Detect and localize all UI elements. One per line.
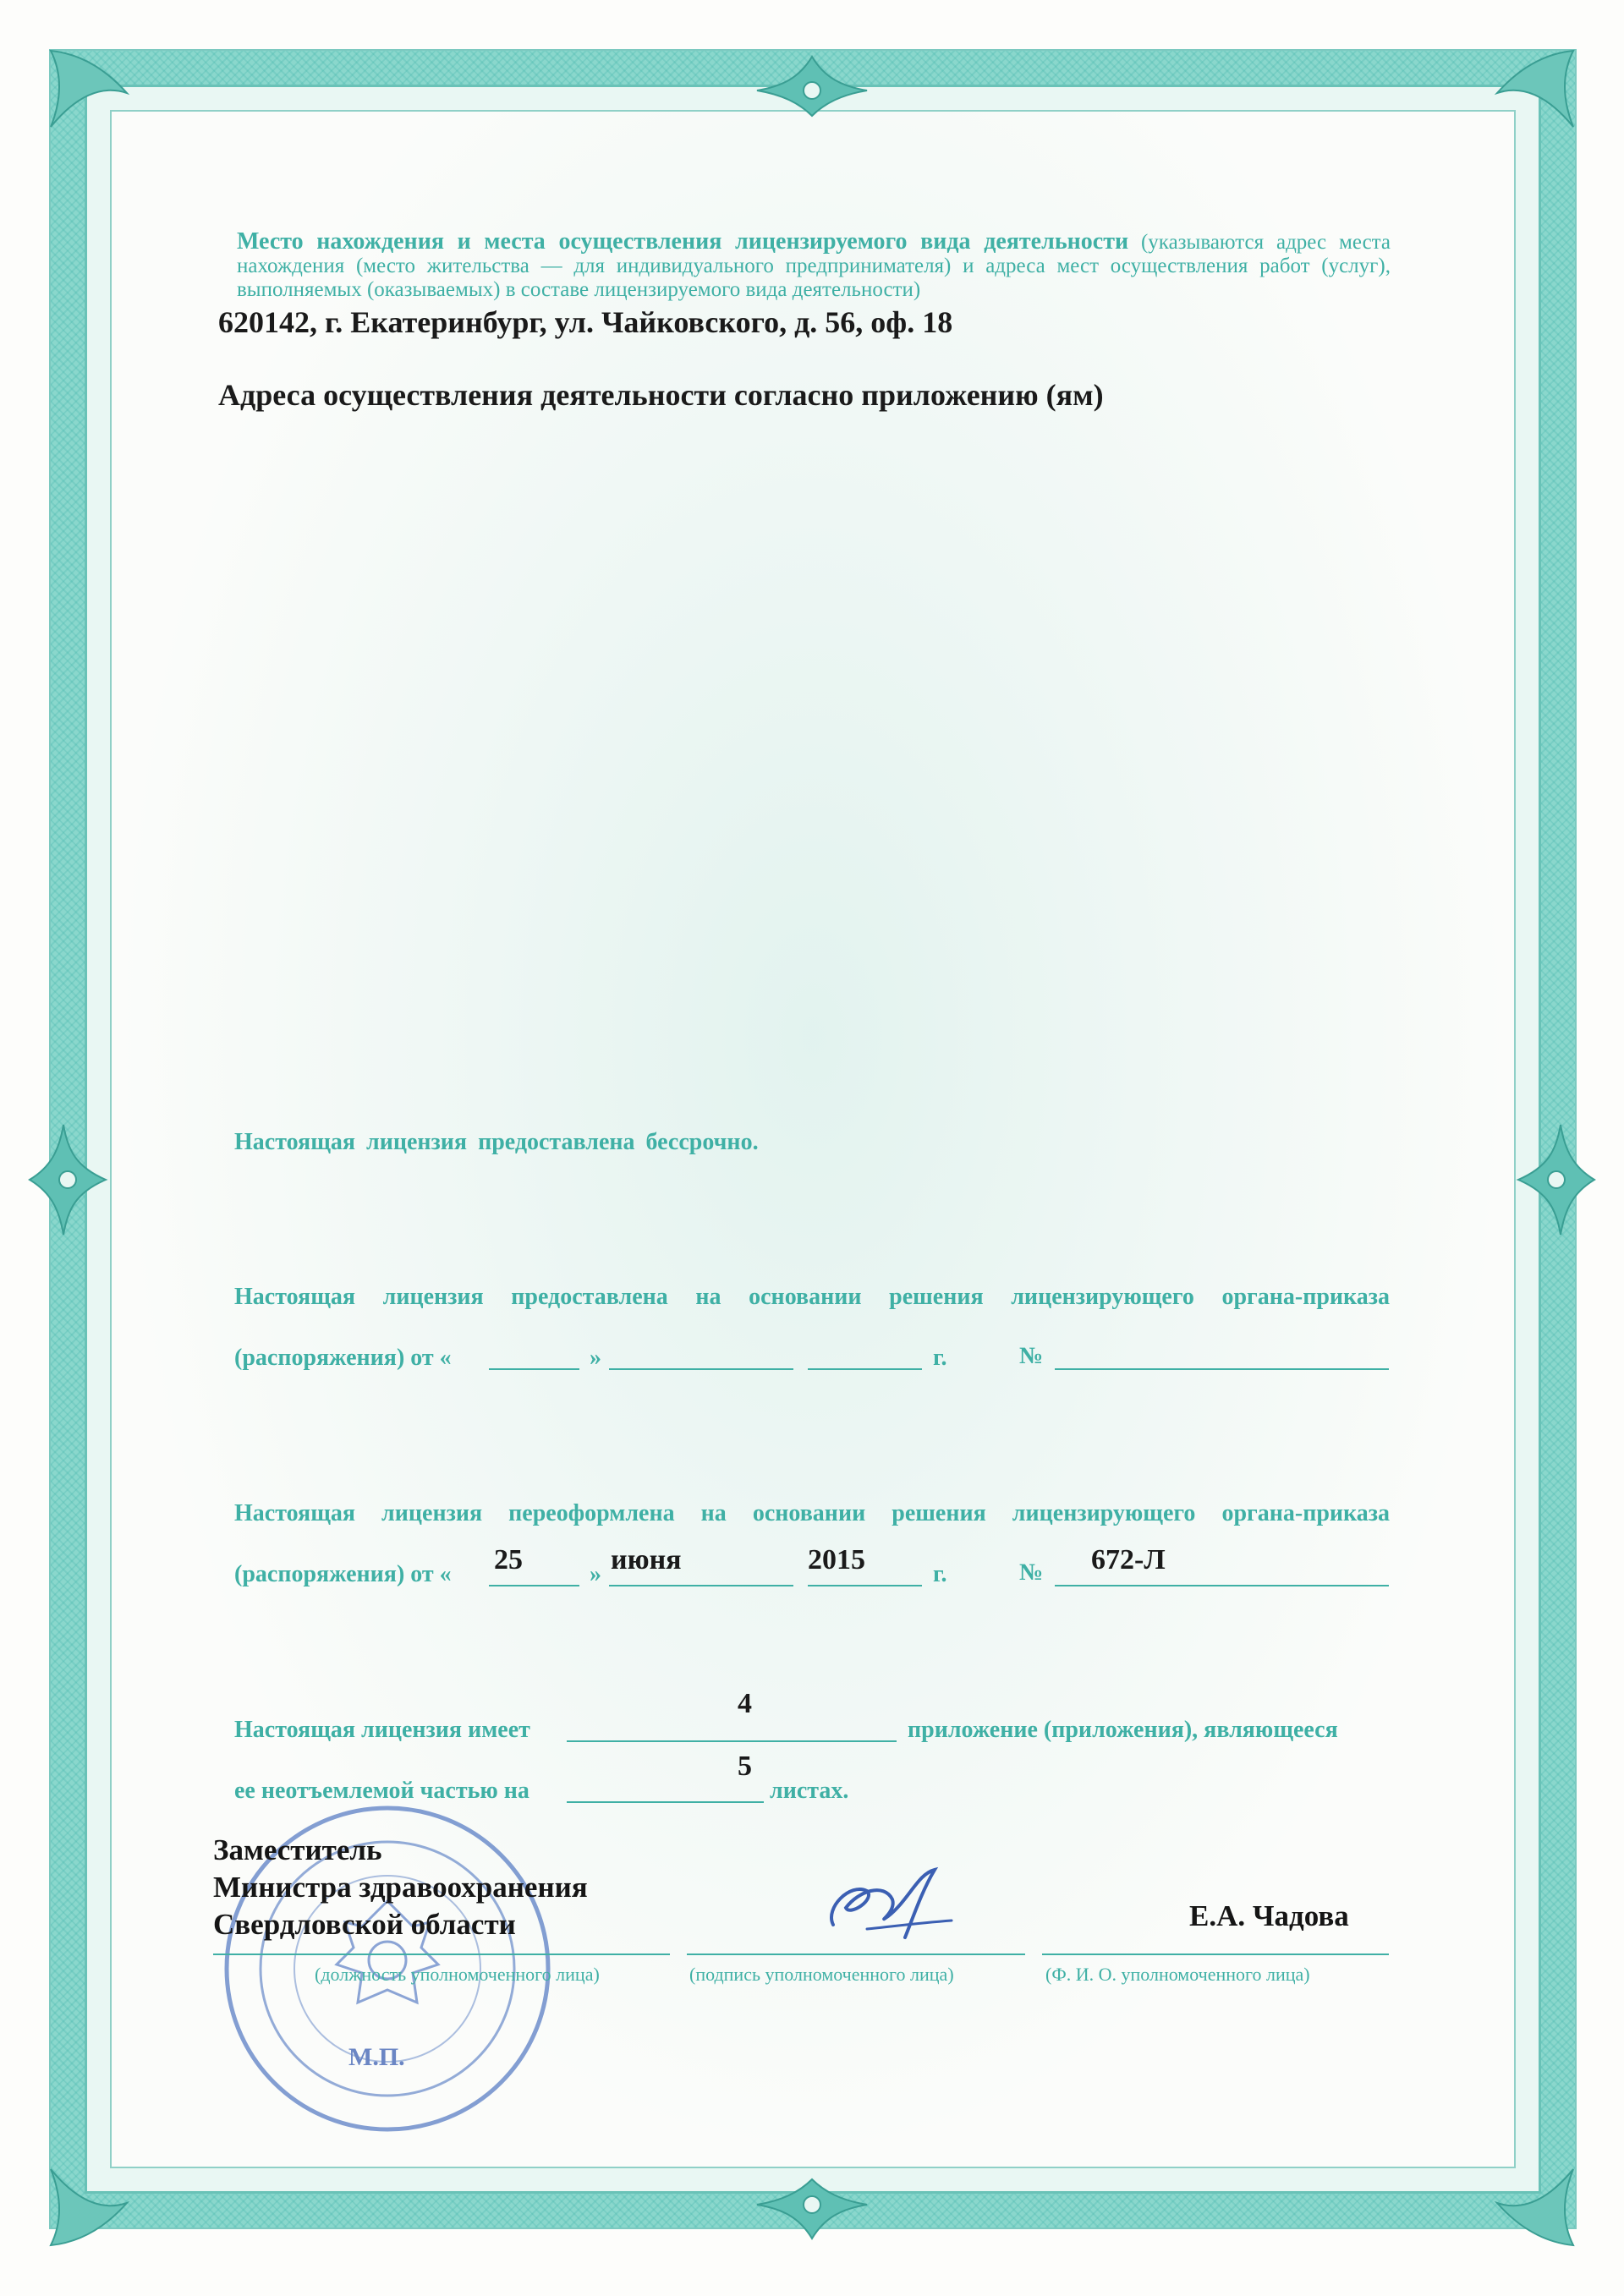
corner-ornament <box>42 42 135 135</box>
appendix-suffix: приложение (приложения), являющееся <box>908 1717 1338 1743</box>
stamp-label: М.П. <box>348 2043 405 2071</box>
signatory-name: Е.А. Чадова <box>1189 1899 1349 1932</box>
corner-ornament <box>1489 42 1582 135</box>
reissued-quote-close: » <box>590 1561 601 1587</box>
left-ornament <box>25 1116 110 1243</box>
reissued-number-sign: № <box>1019 1559 1044 1586</box>
corner-ornament <box>1489 2161 1582 2254</box>
bottom-ornament <box>749 2175 875 2243</box>
appendix-count: 4 <box>738 1688 752 1719</box>
handwritten-signature <box>816 1857 968 1950</box>
reissued-basis-prefix: (распоряжения) от « <box>234 1561 452 1587</box>
label-signature: (подпись уполномоченного лица) <box>689 1964 954 1985</box>
appendix-prefix: Настоящая лицензия имеет <box>234 1717 530 1743</box>
granted-day-field <box>489 1368 579 1370</box>
activity-addresses-note: Адреса осуществления деятельности согласно приложению (ям) <box>218 378 1104 412</box>
signatory-position <box>213 1832 588 1943</box>
reissued-year-line <box>808 1585 922 1586</box>
license-term: Настоящая лицензия предоставлена бессрочно. <box>234 1129 759 1155</box>
corner-ornament <box>42 2161 135 2254</box>
appendix-sheets-line <box>567 1801 764 1803</box>
granted-number-sign: № <box>1019 1343 1044 1369</box>
signatory-line1: Заместитель <box>213 1833 382 1866</box>
location-header-title: Место нахождения и места осуществления лицензируемого вида деятельности <box>237 228 1129 255</box>
signatory-line2: Министра здравоохранения <box>213 1871 588 1904</box>
granted-year-suffix: г. <box>933 1345 947 1371</box>
granted-month-field <box>609 1368 793 1370</box>
right-ornament <box>1514 1116 1599 1243</box>
label-position: (должность уполномоченного лица) <box>315 1964 600 1985</box>
location-header-note: (указываются адрес места нахождения (место жительства — для индивидуального предпринимателя) и адреса мест осуществления работ (услуг), выполняемых (оказываемых) в составе лицензируемого вида деятельности) <box>237 231 1391 301</box>
appendix-count-line <box>567 1740 897 1742</box>
reissued-year: 2015 <box>808 1544 865 1575</box>
reissued-month-line <box>609 1585 793 1586</box>
reissued-month: июня <box>611 1544 682 1575</box>
reissued-day: 25 <box>494 1544 523 1575</box>
appendix-sheets: 5 <box>738 1751 752 1782</box>
granted-basis-prefix: (распоряжения) от « <box>234 1345 452 1371</box>
name-line <box>1042 1954 1389 1955</box>
granted-basis-line1: Настоящая лицензия предоставлена на основании решения лицензирующего органа-приказа <box>234 1284 1390 1310</box>
reissued-number: 672-Л <box>1091 1544 1166 1575</box>
granted-quote-close: » <box>590 1345 601 1371</box>
position-line <box>213 1954 670 1955</box>
label-name: (Ф. И. О. уполномоченного лица) <box>1045 1964 1310 1985</box>
legal-address: 620142, г. Екатеринбург, ул. Чайковского, д. 56, оф. 18 <box>218 305 953 339</box>
granted-year-field <box>808 1368 922 1370</box>
appendix-line2-prefix: ее неотъемлемой частью на <box>234 1778 529 1804</box>
location-header <box>237 230 1391 302</box>
signatory-line3: Свердловской области <box>213 1908 516 1941</box>
appendix-line2-suffix: листах. <box>770 1778 849 1804</box>
top-ornament <box>749 52 875 120</box>
signature-line <box>687 1954 1025 1955</box>
reissued-basis-line1: Настоящая лицензия переоформлена на основании решения лицензирующего органа-приказа <box>234 1500 1390 1526</box>
reissued-year-suffix: г. <box>933 1561 947 1587</box>
reissued-number-line <box>1055 1585 1389 1586</box>
reissued-day-line <box>489 1585 579 1586</box>
granted-number-field <box>1055 1368 1389 1370</box>
